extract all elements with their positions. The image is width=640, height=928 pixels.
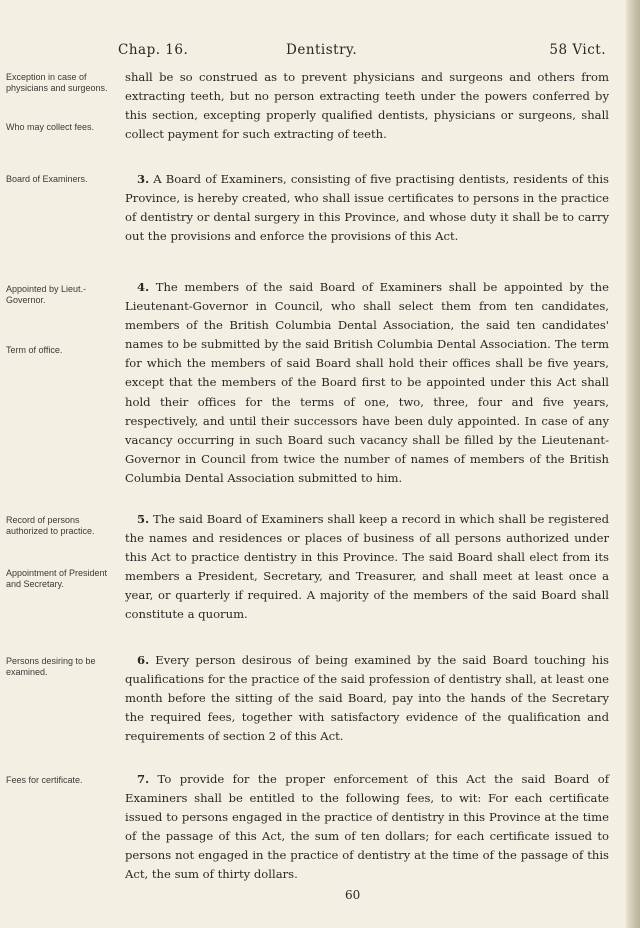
section-4 — [125, 278, 609, 488]
section-text: A Board of Examiners, consisting of five practising dentists, residents of this Province, is hereby created, who shall issue certificates to persons in the practice of dentistry or dental surgery in this Province, and whose duty it shall be to carry out the provisions and enforce the provisions of this Act. — [125, 172, 610, 244]
header-chapter: Chap. 16. — [118, 42, 189, 58]
header-regnal-year: 58 Vict. — [549, 42, 606, 58]
section-6 — [125, 651, 609, 746]
page-number: 60 — [345, 888, 361, 902]
section-text: The members of the said Board of Examiners shall be appointed by the Lieutenant-Governor in Council, who shall select them from ten candidates, members of the British Columbia Dental Association, the said ten candidates' names to be submitted by the said British Columbia Dental Association. The term for which the members of said Board shall hold their offices shall be five years, except that the members of the Board first to be appointed under this Act shall hold their offices for the terms of one, two, three, four and five years, respectively, and until their successors have been duly appointed. In case of any vacancy occurring in such Board such vacancy shall be filled by the Lieutenant-Governor in Council from twice the number of names of members of the British Columbia Dental Association submitted to him. — [125, 280, 610, 485]
margin-note-fees: Fees for certificate. — [6, 775, 83, 785]
paragraph-intro: shall be so construed as to prevent physicians and surgeons and others from extracting teeth, but no person extracting teeth under the powers conferred by this section, excepting properly qualified dentists, physicians or surgeons, shall collect payment for such extracting of teeth. — [125, 70, 609, 142]
section-text: Every person desirous of being examined by the said Board touching his qualifications for the practice of the said profession of dentistry shall, at least one month before the sitting of the said Board, pay into the hands of the Secretary the required fees, together with satisfactory evidence of the qualification and requirements of section 2 of this Act. — [125, 653, 609, 744]
margin-note-record: Record of persons authorized to practice. — [6, 515, 95, 536]
section-number: 7. — [137, 772, 150, 786]
margin-note-term: Term of office. — [6, 345, 63, 355]
section-number: 5. — [137, 512, 150, 526]
margin-note-board: Board of Examiners. — [6, 174, 88, 184]
running-header — [118, 42, 606, 60]
margin-note-who-may-collect: Who may collect fees. — [6, 122, 95, 132]
section-3 — [125, 170, 609, 246]
section-text: The said Board of Examiners shall keep a record in which shall be registered the names and residences or places of business of all persons authorized under this Act to practice dentistry in this Province. The said Board shall elect from its members a President, Secretary, and Treasurer, and shall meet at least once a year, or quarterly if required. A majority of the members of the said Board shall constitute a quorum. — [125, 512, 609, 622]
section-number: 3. — [137, 172, 150, 186]
section-5 — [125, 510, 609, 625]
section-number: 4. — [137, 280, 150, 294]
header-title: Dentistry. — [286, 42, 358, 58]
section-7 — [125, 770, 609, 885]
margin-note-appointed: Appointed by Lieut.-Governor. — [6, 284, 87, 305]
margin-note-appointment-president: Appointment of President and Secretary. — [6, 568, 108, 589]
margin-note-exception: Exception in case of physicians and surgeons. — [6, 72, 108, 93]
page-edge — [626, 0, 640, 928]
section-text: To provide for the proper enforcement of this Act the said Board of Examiners shall be entitled to the following fees, to wit: For each certificate issued to persons engaged in the practice of dentistry in this Province at the time of the passage of this Act, the sum of ten dollars; for each certificate issued to persons not engaged in the practice of dentistry at the time of the passage of this Act, the sum of thirty dollars. — [125, 772, 609, 882]
margin-note-persons-desiring: Persons desiring to be examined. — [6, 656, 96, 677]
section-number: 6. — [137, 653, 150, 667]
